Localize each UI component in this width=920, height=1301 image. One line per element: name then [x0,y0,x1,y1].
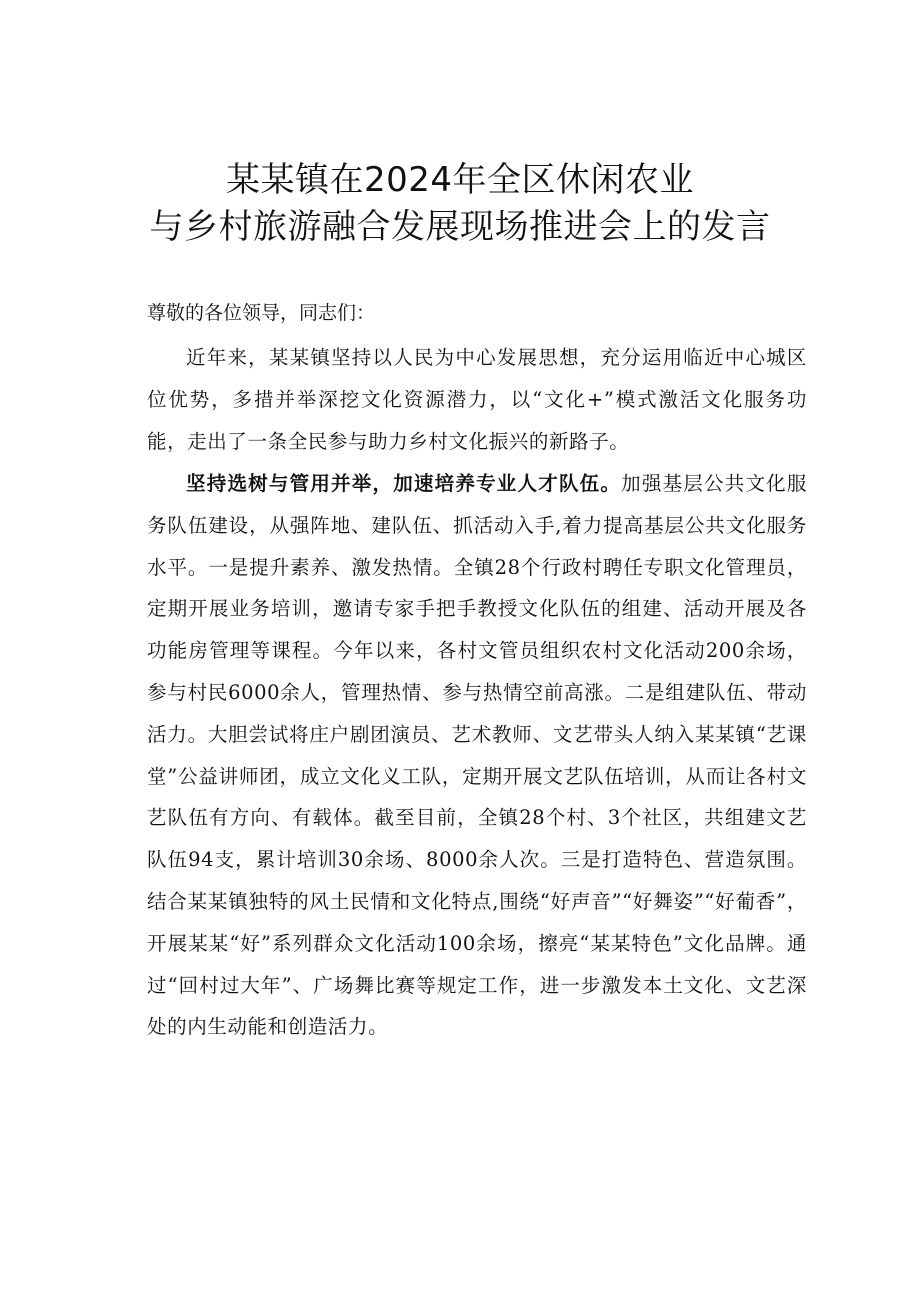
paragraph-talent-team [147,463,807,1048]
salutation: 尊敬的各位领导，同志们： [147,302,376,324]
paragraph-intro: 近年来，某某镇坚持以人民为中心发展思想，充分运用临近中心城区位优势，多措并举深挖文化资源潜力，以“文化+”模式激活文化服务功能，走出了一条全民参与助力乡村文化振兴的新路子。 [147,346,807,453]
document-title-line1: 某某镇在2024年全区休闲农业 [225,160,695,200]
paragraph-body: 加强基层公共文化服务队伍建设，从强阵地、建队伍、抓活动入手,着力提高基层公共文化服务水平。一是提升素养、激发热情。全镇28个行政村聘任专职文化管理员，定期开展业务培训，邀请专家手把手教授文化队伍的组建、活动开展及各功能房管理等课程。今年以来，各村文管员组织农村文化活动200余场，参与村民6000余人，管理热情、参与热情空前高涨。二是组建队伍、带动活力。大胆尝试将庄户剧团演员、艺术教师、文艺带头人纳入某某镇“艺课堂”公益讲师团，成立文化义工队，定期开展文艺队伍培训，从而让各村文艺队伍有方向、有载体。截至目前，全镇28个村、3个社区，共组建文艺队伍94支，累计培训30余场、8000余人次。三是打造特色、营造氛围。结合某某镇独特的风土民情和文化特点,围绕“好声音”“好舞姿”“好葡香”，开展某某“好”系列群众文化活动100余场，擦亮“某某特色”文化品牌。通过“回村过大年”、广场舞比赛等规定工作，进一步激发本土文化、文艺深处的内生动能和创造活力。 [147,472,807,1039]
document-title-line2: 与乡村旅游融合发展现场推进会上的发言 [149,207,771,247]
paragraph-lead-heading: 坚持选树与管用并举，加速培养专业人才队伍。 [186,472,622,495]
